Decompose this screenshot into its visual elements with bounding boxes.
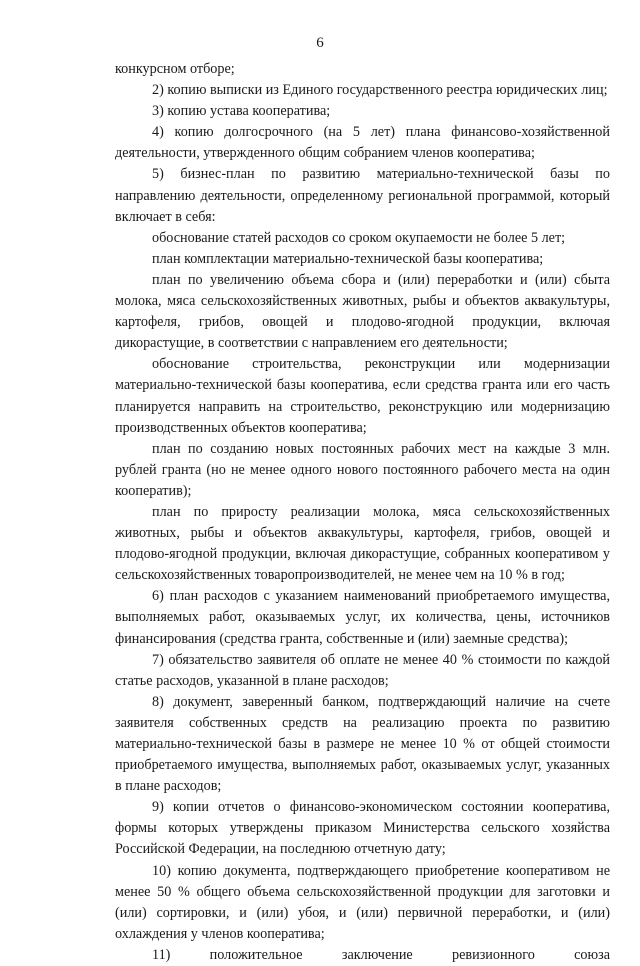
document-paragraph: 7) обязательство заявителя об оплате не менее 40 % стоимости по каждой статье расходов, указанной в плане расходов;	[115, 651, 610, 689]
document-paragraph: конкурсном отборе;	[115, 61, 235, 77]
document-paragraph: 4) копию долгосрочного (на 5 лет) плана финансово-хозяйственной деятельности, утвержденного общим собранием членов кооператива;	[115, 124, 610, 162]
document-body	[115, 59, 610, 966]
document-paragraph: план по созданию новых постоянных рабочих мест на каждые 3 млн. рублей гранта (но не менее одного нового постоянного рабочего места на один кооператив);	[115, 440, 610, 499]
document-paragraph: обоснование статей расходов со сроком окупаемости не более 5 лет;	[152, 229, 566, 246]
document-paragraph: 6) план расходов с указанием наименований приобретаемого имущества, выполняемых работ, оказываемых услуг, их количества, цены, источников финансирования (средства гранта, собственные и (или) заемные средства);	[115, 588, 610, 647]
document-paragraph: 3) копию устава кооператива;	[152, 103, 331, 120]
document-paragraph: 10) копию документа, подтверждающего приобретение кооперативом не менее 50 % общего объема сельскохозяйственной продукции для заготовки и (или) сортировки, и (или) убоя, и (или) первичной переработки, и (или) охлаждения у членов кооператива;	[115, 862, 610, 942]
document-paragraph: обоснование строительства, реконструкции или модернизации материально-технической базы кооператива, если средства гранта или его часть планируется направить на строительство, реконструкцию или модернизацию производственных объектов кооператива;	[115, 356, 610, 436]
page-number: 6	[316, 35, 324, 51]
document-paragraph: 11) положительное заключение ревизионного союза	[152, 946, 610, 963]
document-paragraph: 5) бизнес-план по развитию материально-технической базы по направлению деятельности, определенному региональной программой, который включает в себя:	[115, 166, 610, 225]
document-paragraph: 8) документ, заверенный банком, подтверждающий наличие на счете заявителя собственных средств на реализацию проекта по развитию материально-технической базы в размере не менее 10 % от общей стоимости приобретаемого имущества, выполняемых работ, оказываемых услуг, указанных в плане расходов;	[115, 693, 610, 795]
document-paragraph: план по приросту реализации молока, мяса сельскохозяйственных животных, рыбы и объектов аквакультуры, картофеля, грибов, овощей и плодово-ягодной продукции, включая дикорастущие, собранных кооперативом у сельскохозяйственных товаропроизводителей, не менее чем на 10 % в год;	[115, 503, 610, 584]
document-paragraph: 2) копию выписки из Единого государственного реестра юридических лиц;	[152, 82, 608, 99]
document-paragraph: план комплектации материально-технической базы кооператива;	[152, 250, 544, 267]
document-paragraph: план по увеличению объема сбора и (или) переработки и (или) сбыта молока, мяса сельскохозяйственных животных, рыбы и объектов аквакультуры, картофеля, грибов, овощей и плодово-ягодной продукции, включая дикорастущие, в соответствии с направлением его деятельности;	[115, 271, 610, 352]
document-paragraph: 9) копии отчетов о финансово-экономическом состоянии кооператива, формы которых утверждены приказом Министерства сельского хозяйства Российской Федерации, на последнюю отчетную дату;	[115, 799, 610, 858]
